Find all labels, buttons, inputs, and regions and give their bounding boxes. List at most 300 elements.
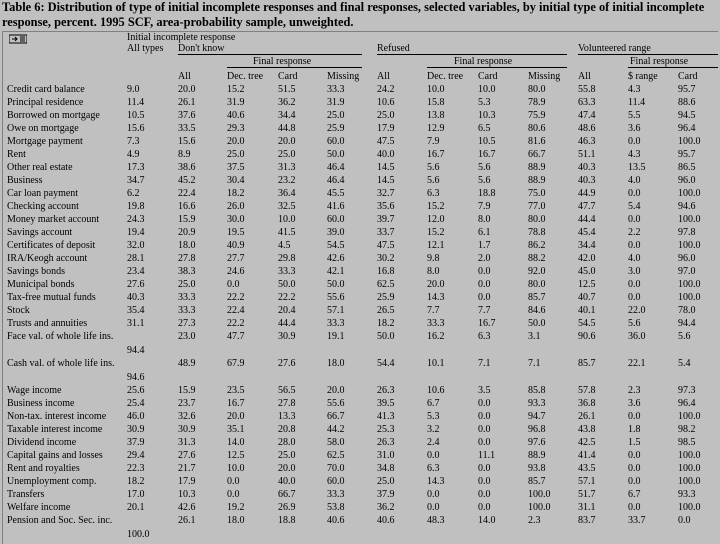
table-cell: 38.6 xyxy=(178,162,196,173)
table-cell: 30.9 xyxy=(178,424,196,435)
table-cell: 90.6 xyxy=(578,331,596,342)
table-cell: 30.4 xyxy=(227,175,245,186)
table-cell: 6.3 xyxy=(427,463,440,474)
table-cell: 14.5 xyxy=(377,175,395,186)
col-dk-dec-tree: Dec. tree xyxy=(227,71,264,82)
table-cell: 10.6 xyxy=(377,97,395,108)
row-label: Savings account xyxy=(7,227,73,238)
table-cell-wrapped: 94.4 xyxy=(127,345,145,356)
table-cell: 33.3 xyxy=(327,84,345,95)
table-cell: 78.0 xyxy=(678,305,696,316)
table-cell: 34.8 xyxy=(377,463,395,474)
table-cell: 5.6 xyxy=(628,318,641,329)
table-cell: 100.0 xyxy=(678,476,701,487)
table-cell: 98.2 xyxy=(678,424,696,435)
table-cell: 96.8 xyxy=(528,424,546,435)
col-dk-card: Card xyxy=(278,71,298,82)
row-label: Stock xyxy=(7,305,30,316)
table-cell: 22.2 xyxy=(227,292,245,303)
table-cell: 29.8 xyxy=(278,253,296,264)
table-cell: 15.2 xyxy=(427,227,445,238)
table-cell: 0.0 xyxy=(628,463,641,474)
table-cell: 29.3 xyxy=(227,123,245,134)
table-cell: 25.9 xyxy=(327,123,345,134)
table-cell: 22.4 xyxy=(178,188,196,199)
table-cell: 40.6 xyxy=(227,110,245,121)
table-cell: 47.7 xyxy=(227,331,245,342)
table-cell: 14.0 xyxy=(227,437,245,448)
table-cell: 47.4 xyxy=(578,110,596,121)
col-dk-missing: Missing xyxy=(327,71,360,82)
table-cell: 22.2 xyxy=(278,292,296,303)
table-cell: 25.9 xyxy=(377,292,395,303)
table-cell: 22.1 xyxy=(628,358,646,369)
table-cell: 0.0 xyxy=(478,266,491,277)
table-cell: 50.0 xyxy=(278,279,296,290)
col-vol-all: All xyxy=(578,71,591,82)
table-cell: 7.9 xyxy=(427,136,440,147)
table-cell: 100.0 xyxy=(678,411,701,422)
table-cell: 11.4 xyxy=(127,97,145,108)
table-cell: 27.8 xyxy=(278,398,296,409)
table-cell: 36.8 xyxy=(578,398,596,409)
table-cell: 19.8 xyxy=(127,201,145,212)
table-cell: 28.0 xyxy=(278,437,296,448)
table-cell: 23.4 xyxy=(127,266,145,277)
table-cell: 26.3 xyxy=(377,437,395,448)
table-cell: 6.3 xyxy=(478,331,491,342)
table-cell: 44.4 xyxy=(278,318,296,329)
table-cell: 4.5 xyxy=(278,240,291,251)
table-cell: 18.2 xyxy=(377,318,395,329)
table-cell: 8.9 xyxy=(178,149,191,160)
table-cell: 4.3 xyxy=(628,84,641,95)
table-cell: 96.4 xyxy=(678,123,696,134)
table-cell: 6.7 xyxy=(427,398,440,409)
row-label: Pension and Soc. Sec. inc. xyxy=(7,515,113,526)
table-cell: 96.4 xyxy=(678,398,696,409)
table-cell: 86.2 xyxy=(528,240,546,251)
table-cell: 20.4 xyxy=(278,305,296,316)
table-cell: 10.6 xyxy=(427,385,445,396)
table-cell: 10.3 xyxy=(478,110,496,121)
table-cell: 30.0 xyxy=(227,214,245,225)
table-cell: 24.2 xyxy=(377,84,395,95)
table-cell: 33.3 xyxy=(327,318,345,329)
table-cell: 0.0 xyxy=(628,502,641,513)
table-cell: 9.0 xyxy=(127,84,140,95)
table-cell: 17.0 xyxy=(127,489,145,500)
table-cell: 100.0 xyxy=(678,188,701,199)
table-cell: 16.7 xyxy=(227,398,245,409)
table-cell: 18.0 xyxy=(327,358,345,369)
table-cell: 1.5 xyxy=(628,437,641,448)
table-cell: 16.7 xyxy=(478,318,496,329)
table-cell: 51.5 xyxy=(278,84,296,95)
table-cell: 78.9 xyxy=(528,97,546,108)
table-cell: 15.9 xyxy=(178,214,196,225)
table-cell: 60.0 xyxy=(327,136,345,147)
table-cell: 27.3 xyxy=(178,318,196,329)
table-cell: 20.8 xyxy=(278,424,296,435)
table-cell: 4.3 xyxy=(628,149,641,160)
table-cell: 88.6 xyxy=(678,97,696,108)
table-cell: 46.3 xyxy=(578,136,596,147)
table-cell: 31.9 xyxy=(227,97,245,108)
table-cell: 0.0 xyxy=(628,292,641,303)
table-cell: 0.0 xyxy=(628,214,641,225)
table-cell: 26.9 xyxy=(278,502,296,513)
table-cell: 33.3 xyxy=(427,318,445,329)
table-cell: 18.8 xyxy=(478,188,496,199)
table-cell: 40.3 xyxy=(578,175,596,186)
table-cell: 88.2 xyxy=(528,253,546,264)
table-cell: 25.0 xyxy=(227,149,245,160)
table-cell: 14.3 xyxy=(427,476,445,487)
table-cell: 23.7 xyxy=(178,398,196,409)
table-title: Table 6: Distribution of type of initial incomplete responses and final responses, selected variables, by initial type of initial incomplete response, percent. 1995 SCF, area-probability sample, unweighted. xyxy=(2,0,705,29)
table-cell: 0.0 xyxy=(628,136,641,147)
rule-dont-know xyxy=(178,54,362,55)
table-resize-icon[interactable] xyxy=(9,34,27,44)
table-cell: 85.7 xyxy=(578,358,596,369)
table-cell: 23.5 xyxy=(227,385,245,396)
table-cell: 0.0 xyxy=(478,476,491,487)
row-label: Trusts and annuities xyxy=(7,318,88,329)
table-cell: 26.3 xyxy=(377,385,395,396)
table-cell: 25.0 xyxy=(327,110,345,121)
header-refused: Refused xyxy=(377,43,410,54)
table-cell: 42.0 xyxy=(578,253,596,264)
table-cell: 88.9 xyxy=(528,450,546,461)
table-cell: 51.7 xyxy=(578,489,596,500)
table-cell: 34.7 xyxy=(127,175,145,186)
table-cell: 63.3 xyxy=(578,97,596,108)
row-label: IRA/Keogh account xyxy=(7,253,88,264)
table-cell: 20.0 xyxy=(278,136,296,147)
table-cell: 12.1 xyxy=(427,240,445,251)
table-cell: 70.0 xyxy=(327,463,345,474)
col-ref-missing: Missing xyxy=(528,71,561,82)
table-cell: 100.0 xyxy=(678,292,701,303)
row-label: Non-tax. interest income xyxy=(7,411,107,422)
row-label: Business income xyxy=(7,398,75,409)
table-cell: 33.5 xyxy=(178,123,196,134)
table-cell: 16.6 xyxy=(178,201,196,212)
table-cell: 57.1 xyxy=(578,476,596,487)
table-cell: 26.1 xyxy=(178,97,196,108)
table-cell: 42.5 xyxy=(578,437,596,448)
table-cell: 26.5 xyxy=(377,305,395,316)
table-cell: 32.5 xyxy=(278,201,296,212)
table-cell: 4.9 xyxy=(127,149,140,160)
table-cell: 41.3 xyxy=(377,411,395,422)
col-ref-card: Card xyxy=(478,71,498,82)
table-cell: 4.0 xyxy=(628,175,641,186)
table-cell: 41.5 xyxy=(278,227,296,238)
table-cell: 40.6 xyxy=(377,515,395,526)
table-cell: 22.4 xyxy=(227,305,245,316)
table-cell: 8.0 xyxy=(478,214,491,225)
table-cell: 15.6 xyxy=(178,136,196,147)
table-cell: 37.9 xyxy=(377,489,395,500)
table-cell: 44.8 xyxy=(278,123,296,134)
table-cell: 100.0 xyxy=(528,489,551,500)
table-cell: 98.5 xyxy=(678,437,696,448)
table-cell: 97.8 xyxy=(678,227,696,238)
table-panel[interactable] xyxy=(2,31,718,544)
rule-final-ref xyxy=(427,67,567,68)
table-cell: 5.3 xyxy=(427,411,440,422)
row-label: Face val. of whole life ins. xyxy=(7,331,114,342)
table-cell: 100.0 xyxy=(678,279,701,290)
table-cell: 15.9 xyxy=(178,385,196,396)
table-cell-wrapped: 94.6 xyxy=(127,372,145,383)
table-cell: 20.0 xyxy=(178,84,196,95)
table-cell: 100.0 xyxy=(678,502,701,513)
table-cell: 21.7 xyxy=(178,463,196,474)
table-cell: 35.4 xyxy=(127,305,145,316)
table-cell: 95.7 xyxy=(678,149,696,160)
table-cell: 5.6 xyxy=(427,175,440,186)
table-cell: 20.1 xyxy=(127,502,145,513)
table-cell: 17.9 xyxy=(178,476,196,487)
table-cell: 60.0 xyxy=(327,476,345,487)
rule-refused xyxy=(377,54,567,55)
row-label: Dividend income xyxy=(7,437,77,448)
table-cell: 45.2 xyxy=(178,175,196,186)
table-cell: 75.9 xyxy=(528,110,546,121)
table-cell: 66.7 xyxy=(278,489,296,500)
header-all-types: All types xyxy=(127,43,164,54)
table-cell: 80.0 xyxy=(528,214,546,225)
table-cell: 23.0 xyxy=(178,331,196,342)
row-label: Welfare income xyxy=(7,502,71,513)
table-cell: 16.7 xyxy=(478,149,496,160)
table-cell: 44.2 xyxy=(327,424,345,435)
table-cell: 15.8 xyxy=(427,97,445,108)
table-cell: 3.6 xyxy=(628,123,641,134)
table-cell: 16.7 xyxy=(427,149,445,160)
table-cell: 0.0 xyxy=(478,411,491,422)
table-cell: 41.6 xyxy=(327,201,345,212)
table-cell: 32.6 xyxy=(178,411,196,422)
table-cell: 84.6 xyxy=(528,305,546,316)
table-cell: 75.0 xyxy=(528,188,546,199)
table-cell: 86.5 xyxy=(678,162,696,173)
table-cell: 80.6 xyxy=(528,123,546,134)
table-cell: 57.8 xyxy=(578,385,596,396)
table-cell: 41.4 xyxy=(578,450,596,461)
table-cell: 46.4 xyxy=(327,175,345,186)
table-cell: 1.8 xyxy=(628,424,641,435)
table-cell: 10.5 xyxy=(127,110,145,121)
table-cell: 0.0 xyxy=(227,476,240,487)
col-vol-card: Card xyxy=(678,71,698,82)
table-cell: 5.6 xyxy=(678,331,691,342)
table-cell: 95.7 xyxy=(678,84,696,95)
table-cell: 100.0 xyxy=(678,450,701,461)
table-cell: 93.3 xyxy=(678,489,696,500)
table-cell: 7.9 xyxy=(478,201,491,212)
table-cell: 39.5 xyxy=(377,398,395,409)
table-cell: 3.5 xyxy=(478,385,491,396)
table-cell: 42.6 xyxy=(327,253,345,264)
table-cell: 5.5 xyxy=(628,110,641,121)
table-cell: 55.6 xyxy=(327,398,345,409)
table-cell: 40.3 xyxy=(578,162,596,173)
table-cell: 13.5 xyxy=(628,162,646,173)
table-cell: 26.1 xyxy=(178,515,196,526)
header-volunteered-range: Volunteered range xyxy=(578,43,651,54)
table-cell: 62.5 xyxy=(327,450,345,461)
row-label: Rent xyxy=(7,149,26,160)
table-cell: 20.0 xyxy=(278,463,296,474)
row-label: Owe on mortgage xyxy=(7,123,79,134)
table-cell: 25.0 xyxy=(278,149,296,160)
table-cell: 22.3 xyxy=(127,463,145,474)
table-cell: 19.4 xyxy=(127,227,145,238)
table-cell: 13.3 xyxy=(278,411,296,422)
col-vol-range: $ range xyxy=(628,71,658,82)
table-cell: 2.3 xyxy=(628,385,641,396)
table-cell: 2.2 xyxy=(628,227,641,238)
table-cell: 0.0 xyxy=(478,463,491,474)
table-cell: 22.0 xyxy=(628,305,646,316)
table-cell: 3.2 xyxy=(427,424,440,435)
table-cell: 30.9 xyxy=(127,424,145,435)
table-cell: 20.0 xyxy=(227,136,245,147)
table-cell: 3.6 xyxy=(628,398,641,409)
table-cell: 5.6 xyxy=(478,175,491,186)
table-cell: 80.0 xyxy=(528,279,546,290)
row-label: Checking account xyxy=(7,201,79,212)
table-cell: 85.7 xyxy=(528,292,546,303)
table-cell: 54.5 xyxy=(578,318,596,329)
table-cell: 12.9 xyxy=(427,123,445,134)
table-cell: 0.0 xyxy=(628,476,641,487)
table-cell: 58.0 xyxy=(327,437,345,448)
table-cell: 0.0 xyxy=(628,188,641,199)
table-cell: 40.0 xyxy=(377,149,395,160)
table-cell: 46.0 xyxy=(127,411,145,422)
table-cell: 100.0 xyxy=(678,240,701,251)
row-label: Credit card balance xyxy=(7,84,85,95)
table-cell: 0.0 xyxy=(628,279,641,290)
table-cell: 81.6 xyxy=(528,136,546,147)
table-cell: 48.3 xyxy=(427,515,445,526)
table-cell: 11.1 xyxy=(478,450,496,461)
table-cell: 35.6 xyxy=(377,201,395,212)
table-cell: 94.4 xyxy=(678,318,696,329)
table-cell: 57.1 xyxy=(327,305,345,316)
table-cell: 94.5 xyxy=(678,110,696,121)
header-initial-incomplete: Initial incomplete response xyxy=(127,32,236,43)
table-cell: 97.6 xyxy=(528,437,546,448)
table-cell: 96.0 xyxy=(678,253,696,264)
table-cell: 10.0 xyxy=(227,463,245,474)
table-cell: 36.4 xyxy=(278,188,296,199)
table-cell: 18.2 xyxy=(127,476,145,487)
row-label: Mortgage payment xyxy=(7,136,83,147)
row-label: Wage income xyxy=(7,385,62,396)
table-cell: 25.4 xyxy=(127,398,145,409)
table-cell: 5.6 xyxy=(478,162,491,173)
table-cell: 10.0 xyxy=(478,84,496,95)
table-cell: 25.0 xyxy=(278,450,296,461)
row-label: Certificates of deposit xyxy=(7,240,96,251)
table-cell: 39.7 xyxy=(377,214,395,225)
table-cell: 50.0 xyxy=(528,318,546,329)
row-label: Borrowed on mortgage xyxy=(7,110,100,121)
table-cell: 47.5 xyxy=(377,136,395,147)
table-cell: 25.0 xyxy=(377,110,395,121)
table-cell: 7.1 xyxy=(478,358,491,369)
table-cell: 19.2 xyxy=(227,502,245,513)
table-cell: 18.8 xyxy=(278,515,296,526)
table-cell: 54.4 xyxy=(377,358,395,369)
table-cell: 28.1 xyxy=(127,253,145,264)
table-cell: 4.0 xyxy=(628,253,641,264)
row-label: Taxable interest income xyxy=(7,424,103,435)
table-cell: 48.6 xyxy=(578,123,596,134)
table-cell: 33.3 xyxy=(178,305,196,316)
table-cell: 25.0 xyxy=(377,476,395,487)
table-cell: 6.3 xyxy=(427,188,440,199)
table-cell: 24.6 xyxy=(227,266,245,277)
table-cell: 92.0 xyxy=(528,266,546,277)
table-cell: 23.2 xyxy=(278,175,296,186)
table-cell: 16.8 xyxy=(377,266,395,277)
table-cell: 20.0 xyxy=(427,279,445,290)
table-cell: 31.3 xyxy=(178,437,196,448)
row-label: Rent and royalties xyxy=(7,463,80,474)
table-cell: 18.2 xyxy=(227,188,245,199)
table-cell: 6.7 xyxy=(628,489,641,500)
table-cell: 62.5 xyxy=(377,279,395,290)
table-cell: 6.5 xyxy=(478,123,491,134)
table-cell: 0.0 xyxy=(427,450,440,461)
table-cell: 10.5 xyxy=(478,136,496,147)
table-cell: 31.3 xyxy=(278,162,296,173)
table-cell: 37.9 xyxy=(127,437,145,448)
table-cell: 37.5 xyxy=(227,162,245,173)
table-cell: 1.7 xyxy=(478,240,491,251)
table-cell: 43.5 xyxy=(578,463,596,474)
table-cell: 40.3 xyxy=(127,292,145,303)
table-cell: 26.1 xyxy=(578,411,596,422)
row-label: Car loan payment xyxy=(7,188,79,199)
table-cell: 47.5 xyxy=(377,240,395,251)
table-cell: 6.1 xyxy=(478,227,491,238)
table-cell: 0.0 xyxy=(628,450,641,461)
table-cell: 60.0 xyxy=(327,214,345,225)
table-cell: 17.9 xyxy=(377,123,395,134)
table-cell: 5.3 xyxy=(478,97,491,108)
table-cell: 15.6 xyxy=(127,123,145,134)
table-cell: 25.6 xyxy=(127,385,145,396)
header-final-response-vol: Final response xyxy=(630,56,689,67)
table-cell: 33.7 xyxy=(377,227,395,238)
table-cell: 44.9 xyxy=(578,188,596,199)
table-cell: 93.3 xyxy=(528,398,546,409)
table-cell: 17.3 xyxy=(127,162,145,173)
row-label: Cash val. of whole life ins. xyxy=(7,358,115,369)
table-cell: 100.0 xyxy=(678,214,701,225)
table-cell: 50.0 xyxy=(327,149,345,160)
header-final-response-dk: Final response xyxy=(253,56,312,67)
table-cell: 5.4 xyxy=(678,358,691,369)
